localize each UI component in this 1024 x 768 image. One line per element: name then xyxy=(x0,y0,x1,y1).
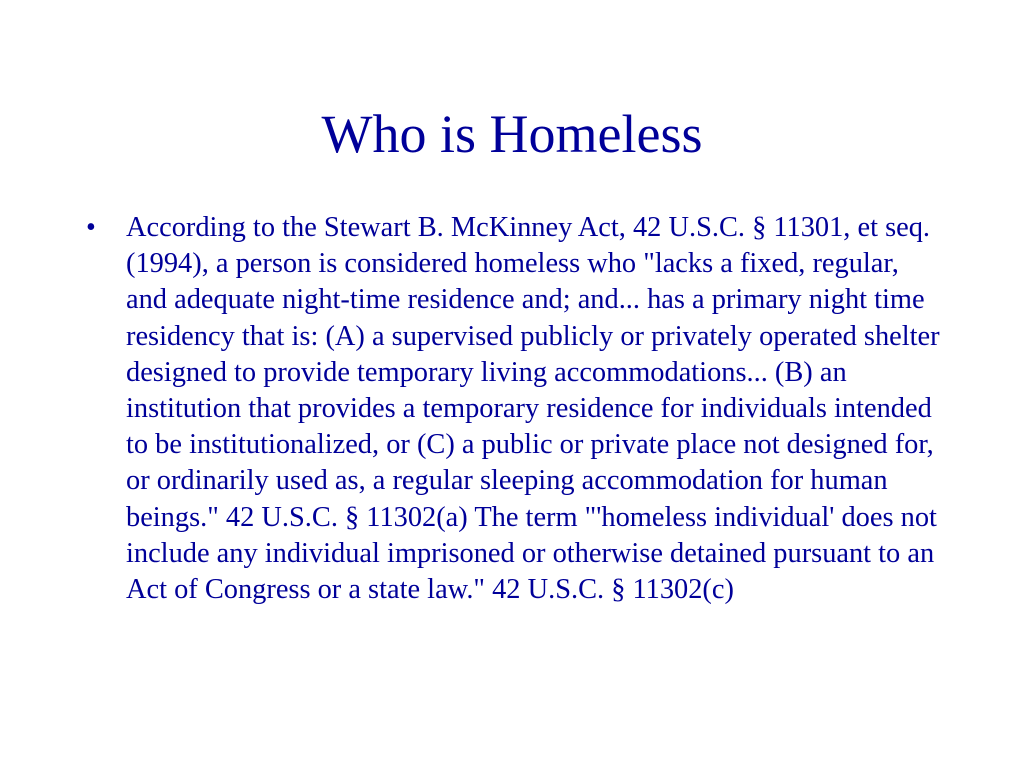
slide-title: Who is Homeless xyxy=(321,104,703,164)
bullet-list xyxy=(84,210,944,608)
bullet-icon: • xyxy=(86,212,96,243)
bullet-text: According to the Stewart B. McKinney Act, 42 U.S.C. § 11301, et seq. (1994), a person is considered homeless who "lacks a fixed, regular, and adequate night-time residence and; and... has a primary night time residency that is: (A) a supervised publicly or privately operated shelter designed to provide temporary living accommodations... (B) an institution that provides a temporary residence for individuals intended to be institutionalized, or (C) a public or private place not designed for, or ordinarily used as, a regular sleeping accommodation for human beings." 42 U.S.C. § 11302(a) The term "'homeless individual' does not include any individual imprisoned or otherwise detained pursuant to an Act of Congress or a state law." 42 U.S.C. § 11302(c) xyxy=(126,212,940,606)
bullet-item xyxy=(84,210,944,608)
